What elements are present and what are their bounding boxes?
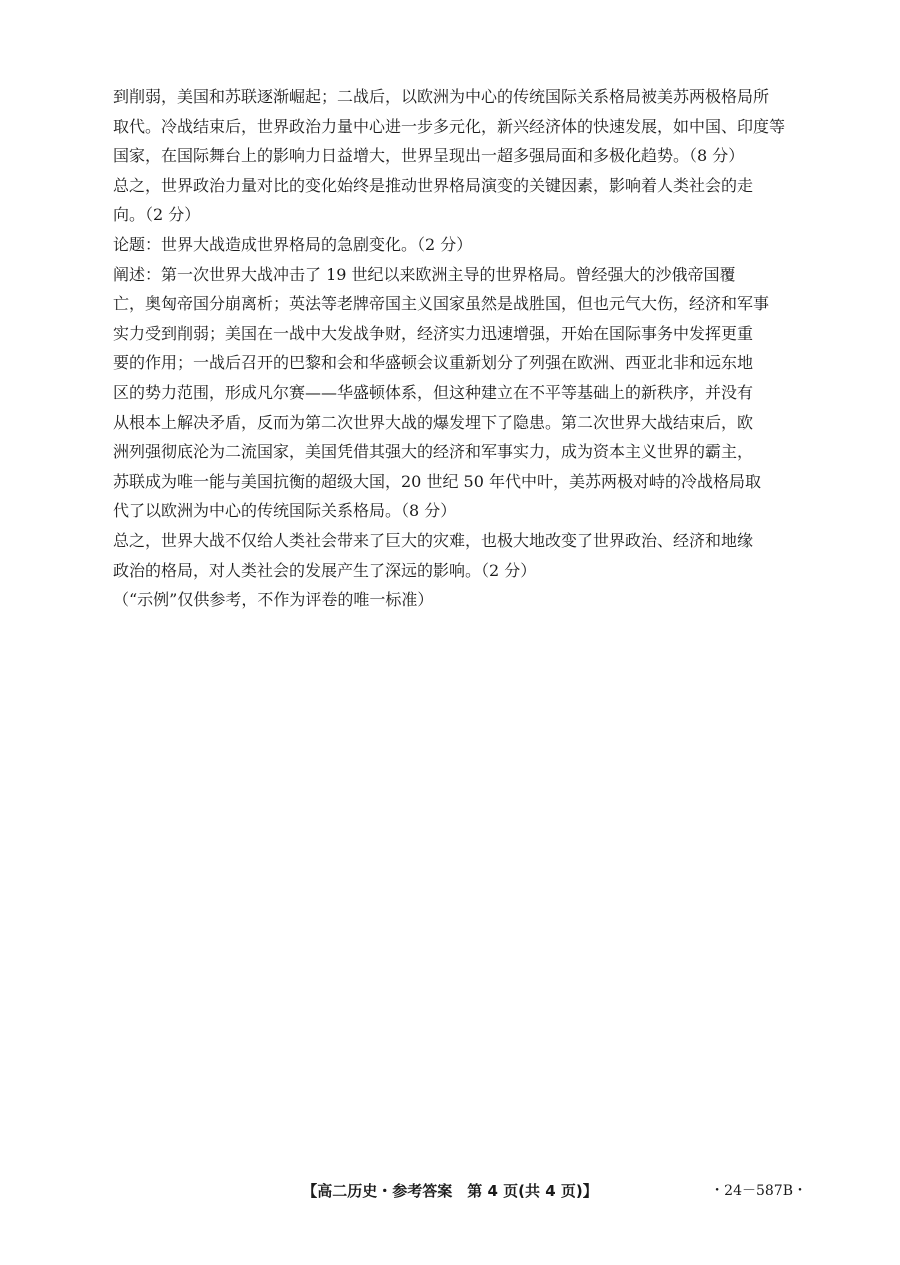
text-line: 总之，世界大战不仅给人类社会带来了巨大的灾难，也极大地改变了世界政治、经济和地缘 — [113, 530, 754, 550]
text-line: 区的势力范围，形成凡尔赛——华盛顿体系，但这种建立在不平等基础上的新秩序，并没有 — [113, 382, 754, 402]
text-line: （“示例”仅供参考，不作为评卷的唯一标准） — [113, 590, 434, 610]
text-line: 代了以欧洲为中心的传统国际关系格局。（8 分） — [113, 501, 457, 521]
page-footer-code: ・24－587B・ — [710, 1183, 807, 1199]
text-line: 取代。冷战结束后，世界政治力量中心进一步多元化，新兴经济体的快速发展，如中国、印度等 — [113, 116, 786, 136]
text-line: 阐述：第一次世界大战冲击了 19 世纪以来欧洲主导的世界格局。曾经强大的沙俄帝国覆 — [113, 264, 736, 284]
text-line: 政治的格局，对人类社会的发展产生了深远的影响。（2 分） — [113, 560, 537, 580]
text-line: 洲列强彻底沦为二流国家，美国凭借其强大的经济和军事实力，成为资本主义世界的霸主， — [113, 442, 754, 462]
page-footer-title: 【高二历史・参考答案 第 4 页(共 4 页)】 — [302, 1182, 598, 1200]
text-line: 到削弱，美国和苏联逐渐崛起；二战后，以欧洲为中心的传统国际关系格局被美苏两极格局所 — [113, 87, 770, 106]
text-line: 实力受到削弱；美国在一战中大发战争财，经济实力迅速增强，开始在国际事务中发挥更重 — [113, 323, 754, 343]
text-line: 从根本上解决矛盾，反而为第二次世界大战的爆发埋下了隐患。第二次世界大战结束后，欧 — [113, 412, 754, 432]
text-line: 亡，奥匈帝国分崩离析；英法等老牌帝国主义国家虽然是战胜国，但也元气大伤，经济和军事 — [113, 294, 770, 314]
text-line: 要的作用；一战后召开的巴黎和会和华盛顿会议重新划分了列强在欧洲、西亚北非和远东地 — [113, 353, 754, 373]
text-line: 总之，世界政治力量对比的变化始终是推动世界格局演变的关键因素，影响着人类社会的走 — [113, 175, 754, 195]
text-line: 国家，在国际舞台上的影响力日益增大，世界呈现出一超多强局面和多极化趋势。（8 分） — [113, 146, 745, 166]
answer-text-block — [113, 82, 825, 615]
text-line: 论题：世界大战造成世界格局的急剧变化。（2 分） — [113, 234, 473, 254]
text-line: 苏联成为唯一能与美国抗衡的超级大国，20 世纪 50 年代中叶，美苏两极对峙的冷战格局取 — [113, 471, 761, 491]
text-line: 向。（2 分） — [113, 205, 201, 225]
